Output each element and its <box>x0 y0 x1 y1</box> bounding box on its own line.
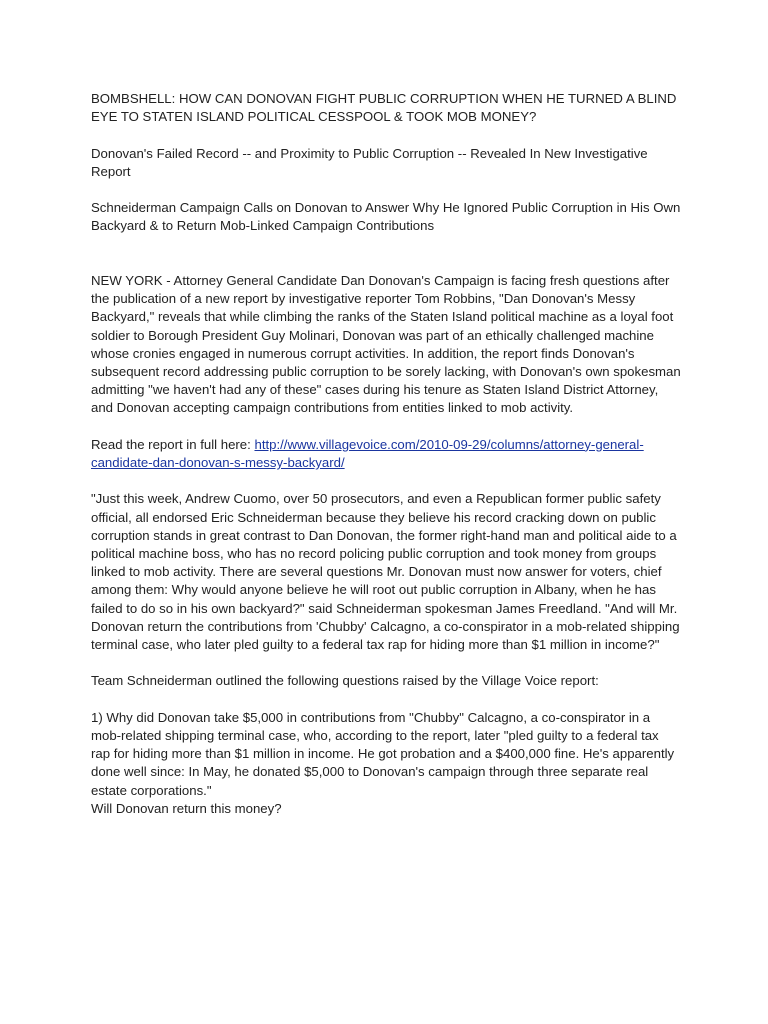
intro-paragraph: NEW YORK - Attorney General Candidate Dan Donovan's Campaign is facing fresh questions after the publication of a new report by investigative reporter Tom Robbins, "Dan Donovan's Messy Backyard," reveals that while climbing the ranks of the Staten Island political machine as a loyal foot soldier to Borough President Guy Molinari, Donovan was part of an ethically challenged machine whose cronies engaged in numerous corrupt activities. In addition, the report finds Donovan's subsequent record addressing public corruption to be sorely lacking, with Donovan's own spokesman admitting "we haven't had any of these" cases during his tenure as Staten Island District Attorney, and Donovan accepting campaign contributions from entities linked to mob activity. <box>91 272 681 416</box>
question-1-followup: Will Donovan return this money? <box>91 800 282 816</box>
headline: BOMBSHELL: HOW CAN DONOVAN FIGHT PUBLIC CORRUPTION WHEN HE TURNED A BLIND EYE TO STATEN ISLAND POLITICAL CESSPOOL & TOOK MOB MONEY? <box>91 91 677 125</box>
question-1: 1) Why did Donovan take $5,000 in contributions from "Chubby" Calcagno, a co-conspirator in a mob-related shipping terminal case, who, according to the report, later "pled guilty to a federal tax rap for hiding more than $1 million in income. He got probation and a $400,000 fine. He's apparently done well since: In May, he donated $5,000 to Donovan's campaign through three separate real estate corporations." <box>91 709 675 798</box>
spacer <box>91 254 681 272</box>
quote-paragraph: "Just this week, Andrew Cuomo, over 50 prosecutors, and even a Republican former public safety official, all endorsed Eric Schneiderman because they believe his record cracking down on public corruption stands in great contrast to Dan Donovan, the former right-hand man and political aide to a political machine boss, who has no record policing public corruption and took money from groups linked to mob activity. There are several questions Mr. Donovan must now answer for voters, chief among them: Why would anyone believe he will root out public corruption in Albany, when he has failed to do so in his own backyard?" said Schneiderman spokesman James Freedland. "And will Mr. Donovan return the contributions from 'Chubby' Calcagno, a co-conspirator in a mob-related shipping terminal case, who later pled guilty to a federal tax rap for hiding more than $1 million in income?" <box>91 491 680 652</box>
document-page <box>91 90 681 836</box>
question-1-paragraph <box>91 709 681 818</box>
report-link-paragraph <box>91 436 681 472</box>
report-link-prefix: Read the report in full here: <box>91 436 255 452</box>
subheadline-campaign-calls: Schneiderman Campaign Calls on Donovan to Answer Why He Ignored Public Corruption in His Own Backyard & to Return Mob-Linked Campaign Contributions <box>91 200 681 234</box>
outline-paragraph: Team Schneiderman outlined the following questions raised by the Village Voice report: <box>91 673 599 689</box>
subheadline-failed-record: Donovan's Failed Record -- and Proximity to Public Corruption -- Revealed In New Investigative Report <box>91 145 648 179</box>
report-link[interactable]: http://www.villagevoice.com/2010-09-29/columns/attorney-general-candidate-dan-donovan-s-messy-backyard/ <box>91 436 644 470</box>
